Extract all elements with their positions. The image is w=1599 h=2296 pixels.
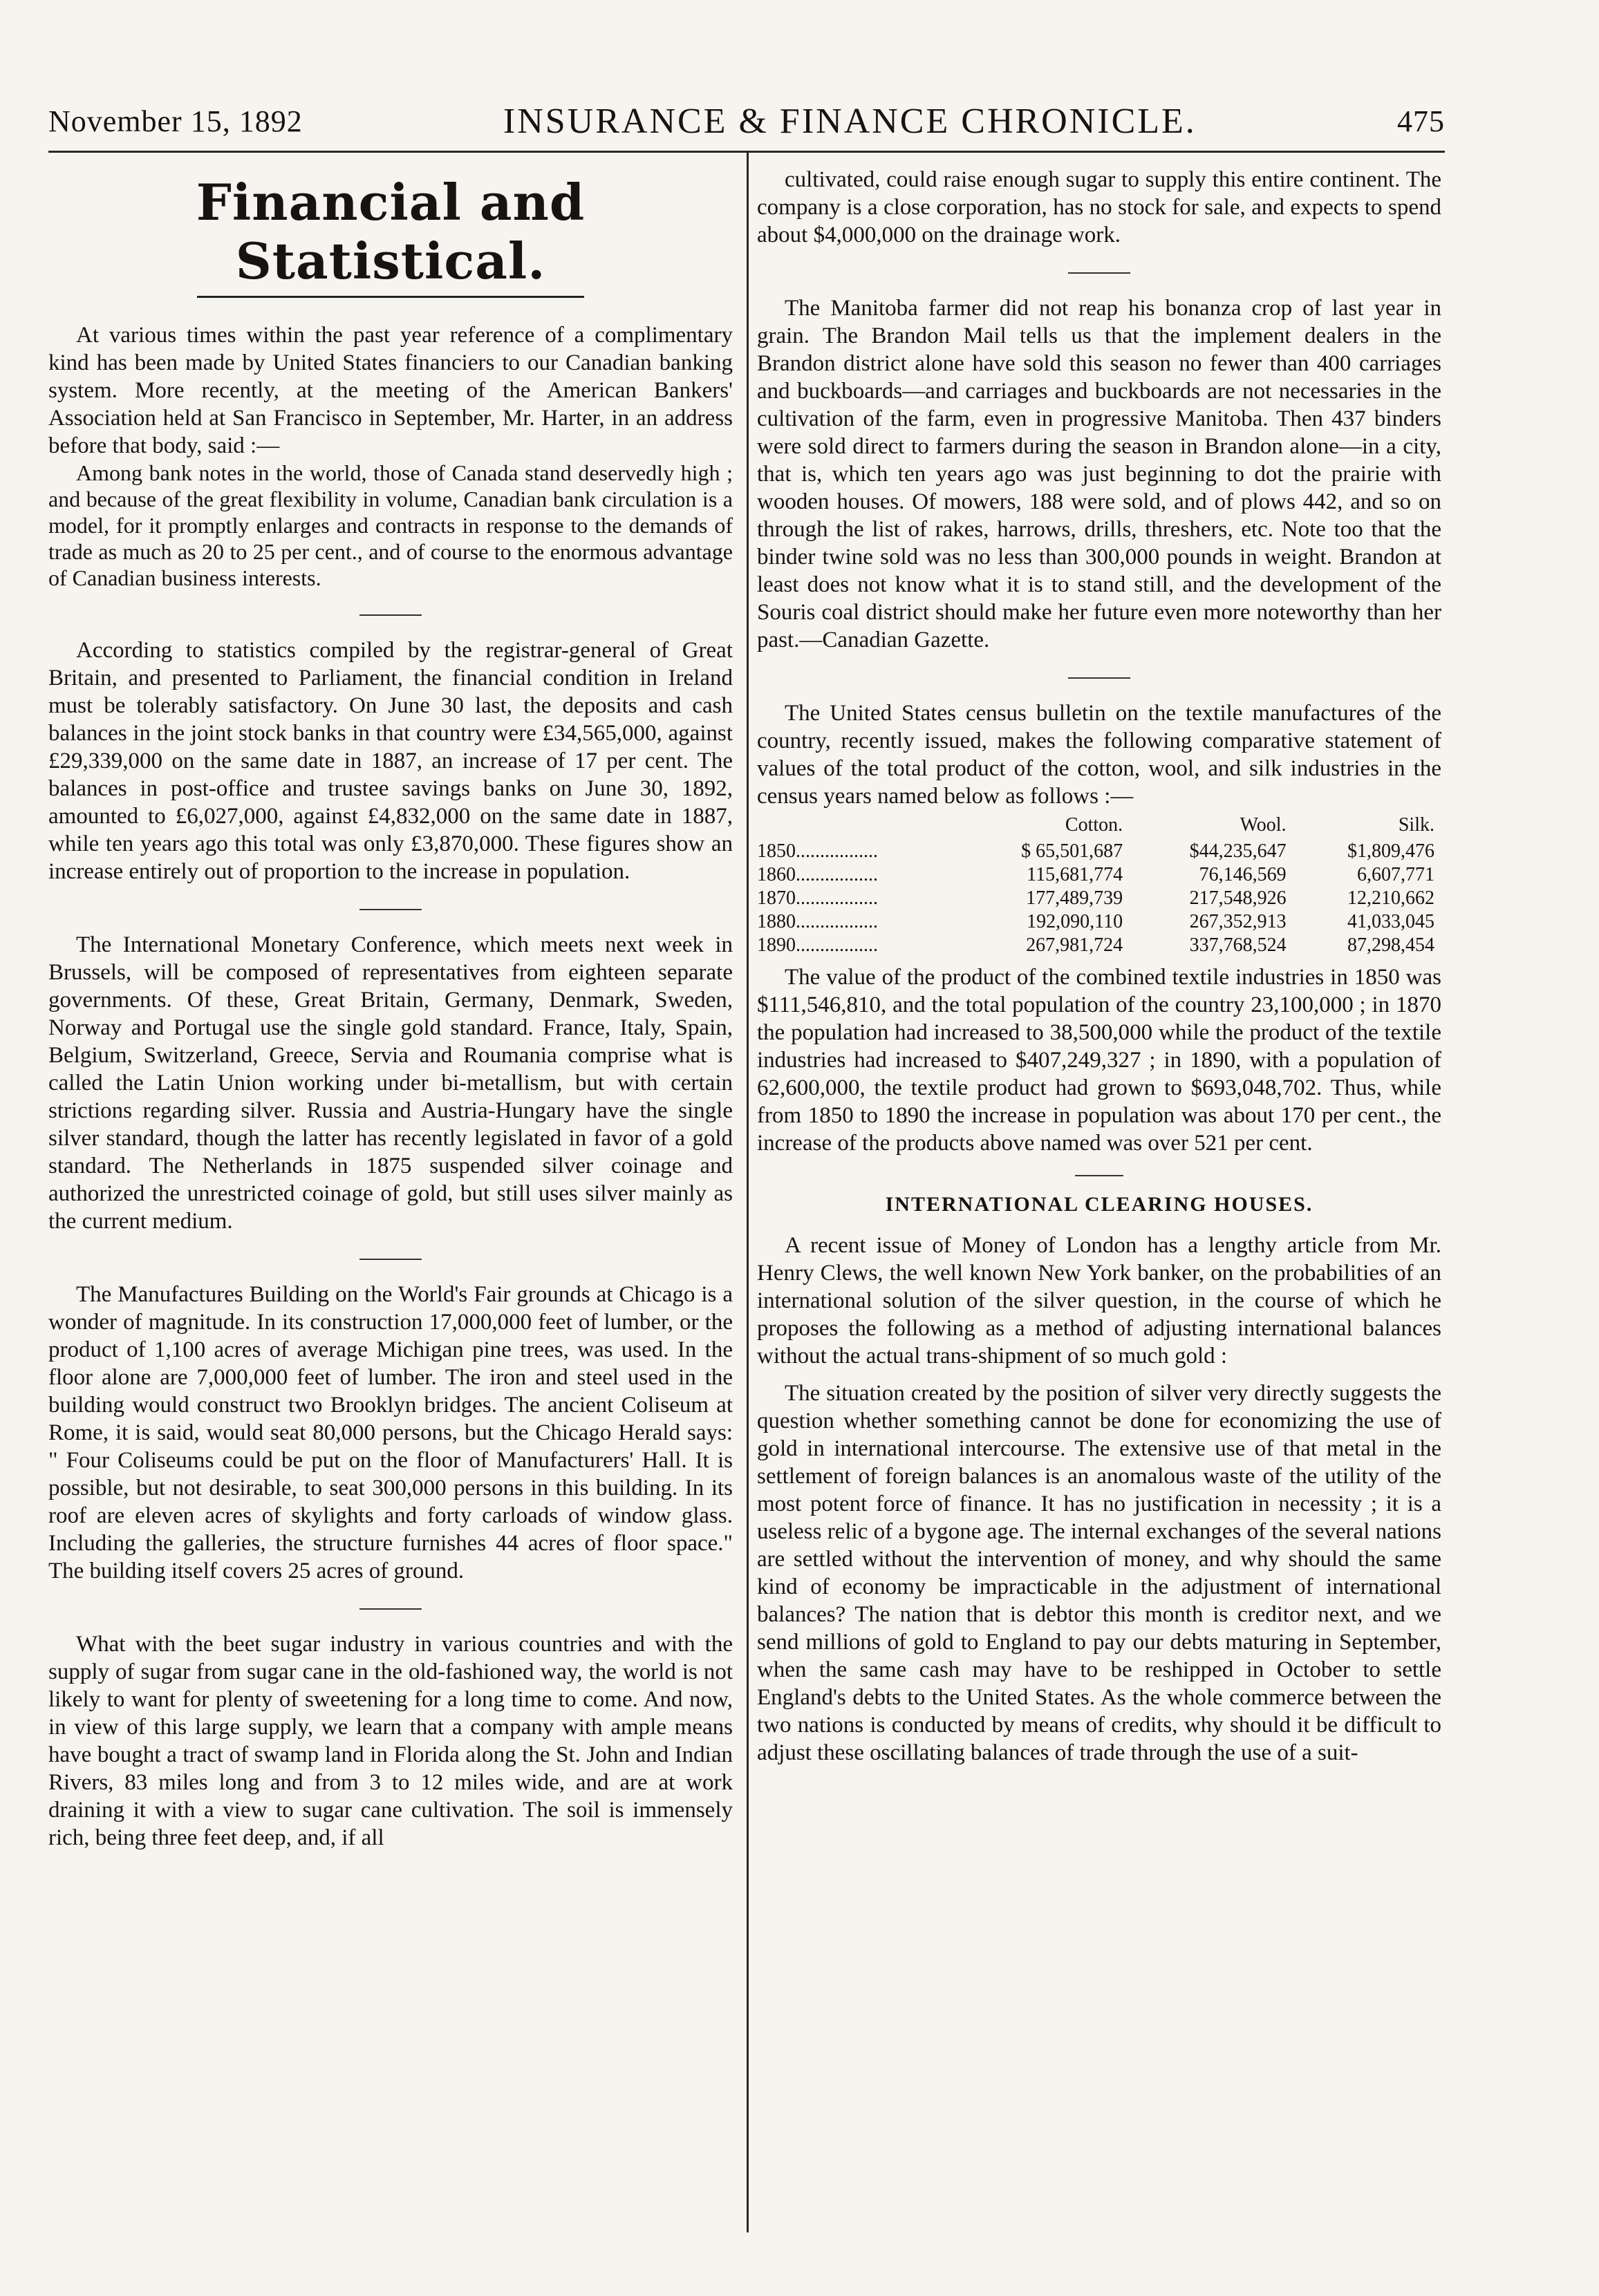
table-header-year: [757, 814, 959, 840]
table-header-row: [757, 814, 1441, 840]
separator: [359, 909, 422, 910]
table-cell-wool: 76,146,569: [1199, 864, 1287, 885]
left-column: [48, 166, 733, 1852]
separator: [359, 1259, 422, 1260]
table-row: [757, 911, 1441, 934]
paragraph-harter-quote: Among bank notes in the world, those of Canada stand deservedly high ; and because of the great flexibility in volume, Canadian bank circulation is a model, for it promptly enlarges and contracts in response to the demands of trade as much as 20 to 25 per cent., and of course to the enormous advantage of Canadian business interests.: [48, 460, 733, 590]
table-header-silk: Silk.: [1398, 814, 1434, 836]
separator: [359, 614, 422, 616]
paragraph-clews-intro: A recent issue of Money of London has a lengthy article from Mr. Henry Clews, the well known New York banker, on the probabilities of an international solution of the silver question, in the course of which he proposes the following as a method of adjusting international balances without the actual trans-shipment of so much gold :: [757, 1233, 1441, 1368]
separator: [1068, 677, 1130, 679]
section-title: Financial and Statistical.: [196, 173, 586, 290]
subheading-clearing-houses: INTERNATIONAL CLEARING HOUSES.: [885, 1193, 1313, 1216]
table-cell-wool: 337,768,524: [1189, 934, 1287, 956]
table-cell-cotton: $ 65,501,687: [1021, 840, 1123, 862]
table-cell-year: 1870.................: [757, 887, 878, 909]
table-cell-silk: 41,033,045: [1347, 911, 1434, 932]
paragraph-clews-quote: The situation created by the position of silver very directly suggests the question whether something cannot be done for economizing the use of gold in international intercourse. The extensive use of that metal in the settlement of foreign balances is an anomalous waste of the utility of the most potent force of finance. It has no justification in necessity ; it is a useless relic of a bygone age. The internal exchanges of the several nations are settled without the intervention of money, and why should the same kind of economy be impracticable in the adjustment of international balances? The nation that is debtor this month is creditor next, and we send millions of gold to England to pay our debts maturing in September, when the same cash may have to be reshipped in October to settle England's debts to the United States. As the whole commerce between the two nations is conducted by means of credits, why should it be difficult to adjust these oscillating balances of trade through the use of a suit-: [757, 1381, 1441, 1765]
table-cell-silk: 6,607,771: [1357, 864, 1434, 885]
paragraph-sugar-continued: cultivated, could raise enough sugar to supply this entire continent. The company is a close corporation, has no stock for sale, and expects to spend about $4,000,000 on the drainage work.: [757, 167, 1441, 247]
title-rule: [197, 296, 584, 298]
paragraph-manufactures-building: The Manufactures Building on the World's Fair grounds at Chicago is a wonder of magnitude. In its construction 17,000,000 feet of lumber, or the product of 1,100 acres of average Michigan pine trees, was used. In the floor alone are 7,000,000 feet of lumber. The iron and steel used in the building would construct two Brooklyn bridges. The ancient Coliseum at Rome, it is said, would seat 80,000 persons, but the Chicago Herald says: " Four Coliseums could be put on the floor of Manufacturers' Hall. It is possible, but not desirable, to seat 300,000 persons in this building. In its roof are eleven acres of skylights and forty carloads of window glass. Including the galleries, the structure furnishes 44 acres of floor space." The building itself covers 25 acres of ground.: [48, 1282, 733, 1583]
paragraph-textile-summary: The value of the product of the combined textile industries in 1850 was $111,546,810, and the total population of the country 23,100,000 ; in 1870 the population had increased to 38,500,000 while the product of the textile industries had increased to $407,249,327 ; in 1890, with a population of 62,600,000, the textile product had grown to $693,048,702. Thus, while from 1850 to 1890 the increase in population was about 170 per cent., the increase of the products above named was over 521 per cent.: [757, 965, 1441, 1156]
paragraph-bankers-praise: At various times within the past year reference of a complimentary kind has been made by United States financiers to our Canadian banking system. More recently, at the meeting of the American Bankers' Association held at San Francisco in September, Mr. Harter, in an address before that body, said :—: [48, 323, 733, 458]
separator: [1075, 1175, 1123, 1176]
table-cell-wool: 217,548,926: [1189, 887, 1287, 909]
table-cell-cotton: 192,090,110: [1027, 911, 1123, 932]
table-row: [757, 840, 1441, 864]
table-header-cotton: Cotton.: [1065, 814, 1123, 836]
table-cell-silk: 87,298,454: [1347, 934, 1434, 956]
right-column: [757, 166, 1441, 1767]
table-row: [757, 864, 1441, 887]
page-number: 475: [1396, 104, 1445, 138]
table-cell-silk: $1,809,476: [1347, 840, 1434, 862]
header-date: November 15, 1892: [48, 104, 303, 138]
separator: [1068, 272, 1130, 274]
paragraph-manitoba-farmer: The Manitoba farmer did not reap his bonanza crop of last year in grain. The Brandon Mail tells us that the implement dealers in the Brandon district alone have sold this season no fewer than 400 carriages and buckboards—and carriages and buckboards are not necessaries in the cultivation of the farm, even in progressive Manitoba. Then 437 binders were sold direct to farmers during the season in Brandon alone—in a city, that is, which ten years ago was just beginning to dot the prairie with wooden houses. Of mowers, 188 were sold, and of plows 442, and so on through the list of rakes, harrows, drills, threshers, etc. Note too that the binder twine sold was no less than 300,000 pounds in weight. Brandon at least does not know what it is to stand still, and the development of the Souris coal district should make her future even more noteworthy than her past.—Canadian Gazette.: [757, 296, 1441, 652]
page-header: [48, 97, 1445, 145]
column-divider: [747, 152, 749, 2232]
publication-title: INSURANCE & FINANCE CHRONICLE.: [503, 101, 1197, 141]
separator: [359, 1608, 422, 1610]
table-cell-silk: 12,210,662: [1347, 887, 1434, 909]
table-header-wool: Wool.: [1240, 814, 1287, 836]
table-cell-year: 1880.................: [757, 911, 878, 932]
table-cell-cotton: 267,981,724: [1026, 934, 1123, 956]
table-cell-cotton: 177,489,739: [1026, 887, 1123, 909]
paragraph-ireland-finance: According to statistics compiled by the registrar-general of Great Britain, and presented to Parliament, the financial condition in Ireland must be tolerably satisfactory. On June 30 last, the deposits and cash balances in the joint stock banks in that country were £34,565,000, against £29,339,000 on the same date in 1887, an increase of 17 per cent. The balances in post-office and trustee savings banks on June 30, 1892, amounted to £6,027,000, against £4,832,000 on the same date in 1887, while ten years ago this total was only £3,870,000. These figures show an increase entirely out of proportion to the increase in population.: [48, 638, 733, 884]
table-cell-year: 1860.................: [757, 864, 878, 885]
table-cell-year: 1850.................: [757, 840, 878, 862]
paragraph-beet-sugar: What with the beet sugar industry in various countries and with the supply of sugar from sugar cane in the old-fashioned way, the world is not likely to want for plenty of sweetening for a long time to come. And now, in view of this large supply, we learn that a company with ample means have bought a tract of swamp land in Florida along the St. John and Indian Rivers, 83 miles long and from 3 to 12 miles wide, and are at work draining it with a view to sugar cane cultivation. The soil is immensely rich, being three feet deep, and, if all: [48, 1632, 733, 1850]
table-cell-cotton: 115,681,774: [1027, 864, 1123, 885]
paragraph-monetary-conference: The International Monetary Conference, which meets next week in Brussels, will be composed of representatives from eighteen separate governments. Of these, Great Britain, Germany, Denmark, Sweden, Norway and Portugal use the single gold standard. France, Italy, Spain, Belgium, Switzerland, Greece, Servia and Roumania comprise what is called the Latin Union working under bi-metallism, but with certain strictions regarding silver. Russia and Austria-Hungary have the single silver standard, though the latter has recently legislated in favor of a gold standard. The Netherlands in 1875 suspended silver coinage and authorized the unrestricted coinage of gold, but still uses silver mainly as the current medium.: [48, 932, 733, 1234]
paragraph-textile-bulletin: The United States census bulletin on the textile manufactures of the country, recently issued, makes the following comparative statement of values of the total product of the cotton, wool, and silk industries in the census years named below as follows :—: [757, 701, 1441, 809]
table-cell-year: 1890.................: [757, 934, 878, 956]
textile-table: [757, 814, 1441, 958]
table-cell-wool: $44,235,647: [1189, 840, 1287, 862]
table-row: [757, 934, 1441, 958]
table-row: [757, 887, 1441, 911]
table-cell-wool: 267,352,913: [1189, 911, 1287, 932]
